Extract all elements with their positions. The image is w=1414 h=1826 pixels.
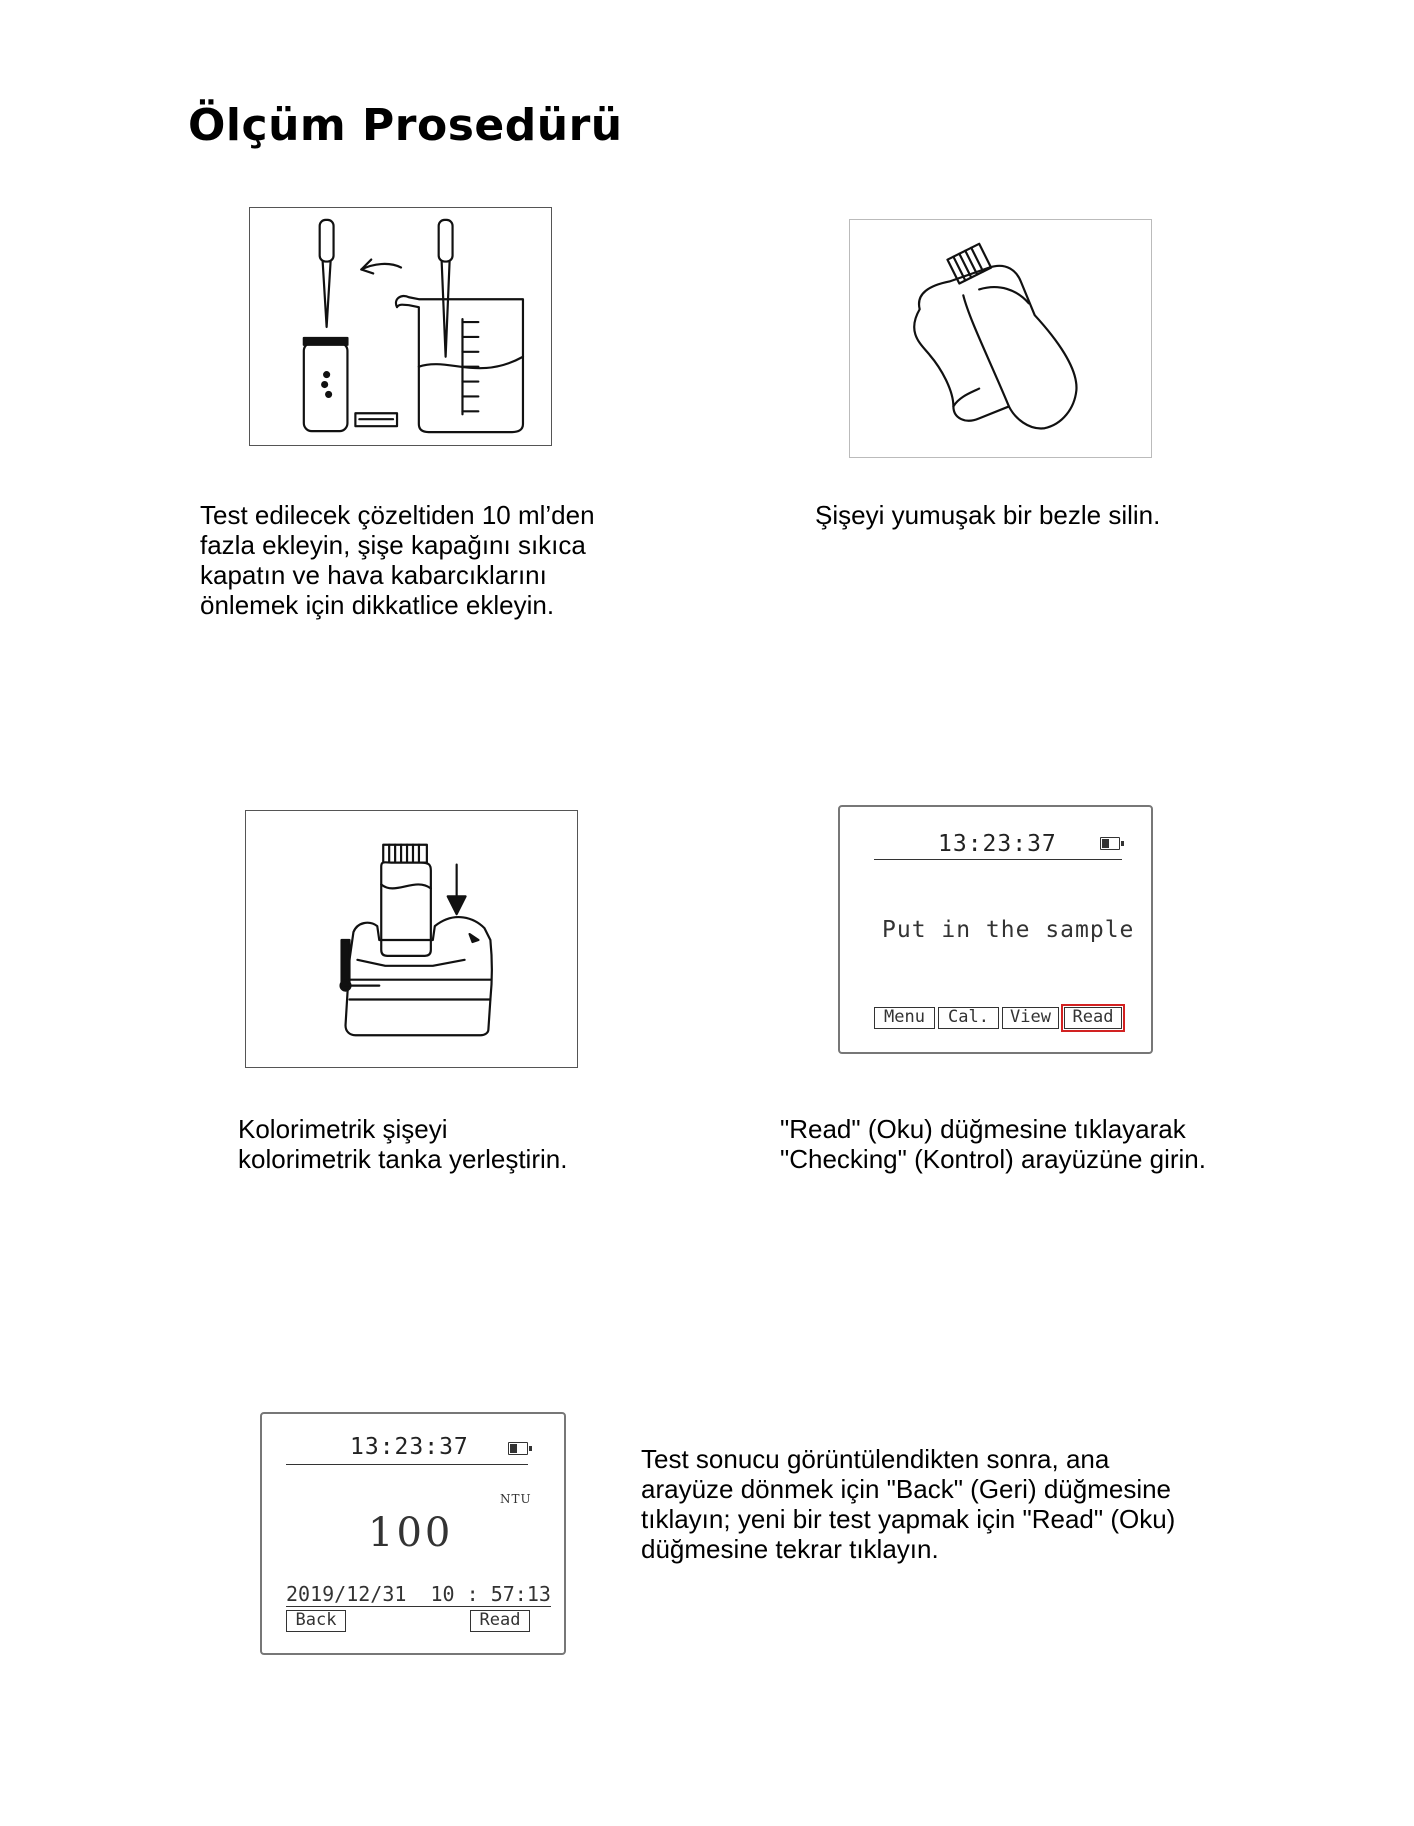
lcd-message: Put in the sample [882, 917, 1135, 943]
result-lcd-divider [286, 1464, 528, 1465]
instrument-vial-illustration [246, 811, 577, 1067]
step-1-caption: Test edilecek çözeltiden 10 ml’den fazla ekleyin, şişe kapağını sıkıca kapatın ve hava kabarcıklarını önlemek için dikkatlice ekleyin. [200, 500, 595, 620]
figure-wipe-bottle [849, 219, 1152, 458]
result-unit: NTU [500, 1492, 532, 1506]
pipette-beaker-illustration [250, 208, 551, 445]
page-title: Ölçüm Prosedürü [188, 100, 623, 151]
step-2-caption: Şişeyi yumuşak bir bezle silin. [815, 500, 1161, 530]
lcd-screen-result [260, 1412, 566, 1655]
step-3-caption: Kolorimetrik şişeyi kolorimetrik tanka yerleştirin. [238, 1114, 568, 1174]
lcd-screen-put-sample [838, 805, 1153, 1054]
result-datetime: 2019/12/31 10 : 57:13 [286, 1582, 551, 1606]
lcd-time: 13:23:37 [938, 831, 1057, 857]
step-4-caption: "Read" (Oku) düğmesine tıklayarak "Checking" (Kontrol) arayüzüne girin. [780, 1114, 1206, 1174]
softkey-read[interactable]: Read [470, 1610, 530, 1632]
cloth-bottle-illustration [850, 220, 1151, 457]
softkey-cal[interactable]: Cal. [938, 1007, 999, 1029]
result-lcd-time: 13:23:37 [350, 1434, 469, 1460]
battery-icon [508, 1442, 528, 1455]
softkey-read[interactable]: Read [1064, 1007, 1122, 1029]
softkey-menu[interactable]: Menu [874, 1007, 935, 1029]
step-5-caption: Test sonucu görüntülendikten sonra, ana arayüze dönmek için "Back" (Geri) düğmesine tıklayın; yeni bir test yapmak için "Read" (Oku) düğmesine tekrar tıklayın. [641, 1444, 1176, 1564]
figure-insert-vial [245, 810, 578, 1068]
softkey-view[interactable]: View [1002, 1007, 1059, 1029]
figure-add-solution [249, 207, 552, 446]
lcd-divider [874, 859, 1122, 860]
result-value: 100 [368, 1510, 454, 1556]
battery-icon [1100, 837, 1120, 850]
softkey-back[interactable]: Back [286, 1610, 346, 1632]
